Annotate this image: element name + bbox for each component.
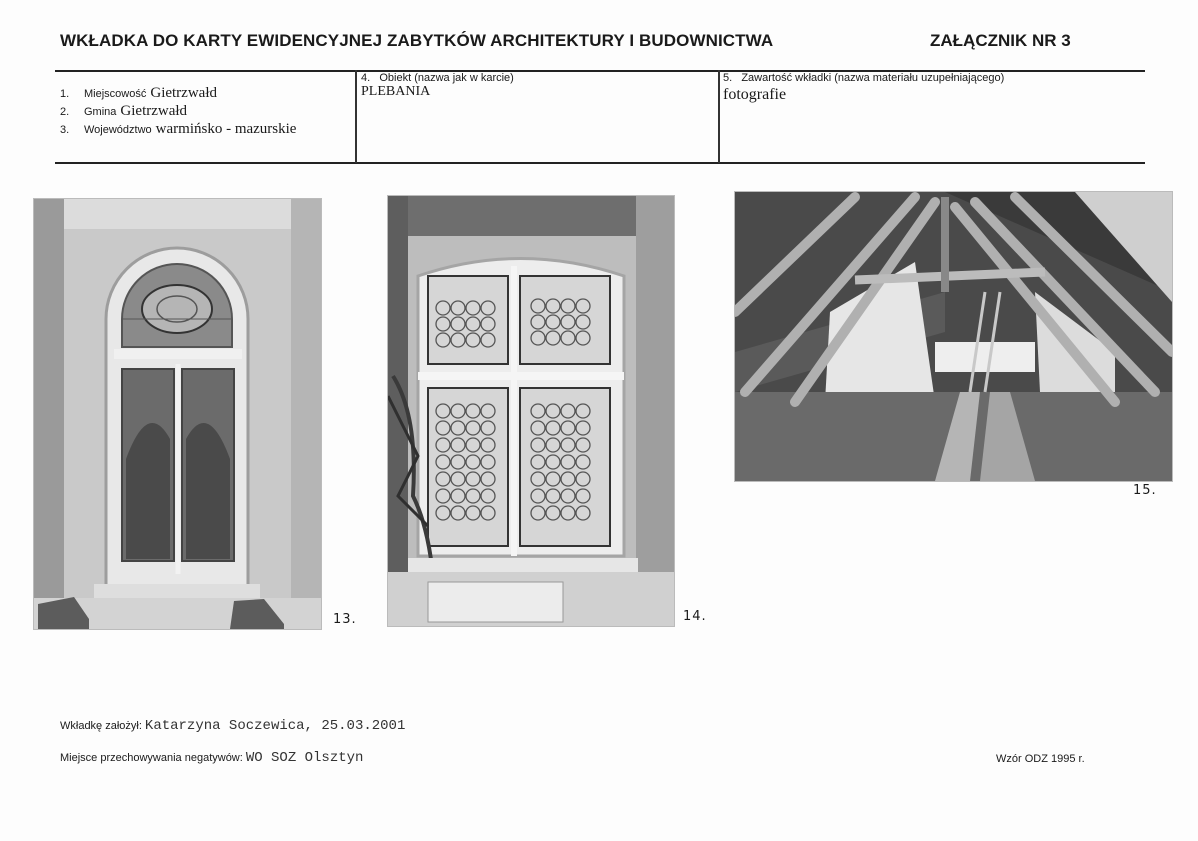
negatives-storage-value: WO SOZ Olsztyn [245,750,364,766]
photo-14-caption: 14. [683,609,707,624]
field-voivodeship-number: 3. [60,124,70,136]
field-object-label: 4. Obiekt (nazwa jak w karcie) [361,72,514,84]
field-object-value: PLEBANIA [361,84,431,99]
field-commune-value: Gietrzwałd [120,103,188,119]
photo-leaded-window [387,195,675,627]
field-voivodeship-label: Województwo [84,124,152,136]
field-locality-number: 1. [60,88,70,100]
created-by-label: Wkładkę założył: [60,720,142,732]
negatives-storage [60,750,363,766]
photo-attic-truss [734,191,1173,482]
form-divider-1 [355,70,357,163]
leaded-window-image [388,196,674,626]
form-divider-2 [718,70,720,163]
field-voivodeship [60,121,296,138]
field-locality-label: Miejscowość [84,88,147,100]
field-content-label: 5. Zawartość wkładki (nazwa materiału uzupełniającego) [723,72,1005,84]
field-commune [60,103,187,120]
annex-number: ZAŁĄCZNIK NR 3 [930,31,1071,50]
photo-15-caption: 15. [1133,483,1157,498]
created-by-value: Katarzyna Soczewica, 25.03.2001 [144,718,406,734]
arched-window-image [34,199,321,629]
document-title: WKŁADKA DO KARTY EWIDENCYJNEJ ZABYTKÓW ARCHITEKTURY I BUDOWNICTWA [60,31,774,50]
negatives-storage-label: Miejsce przechowywania negatywów: [60,752,243,764]
photo-arched-window [33,198,322,630]
attic-truss-image [735,192,1172,481]
photo-13-caption: 13. [333,612,357,627]
field-commune-number: 2. [60,106,70,118]
field-locality-value: Gietrzwałd [150,85,217,101]
template-version: Wzór ODZ 1995 r. [996,753,1085,765]
created-by [60,718,405,734]
form-bottom-rule [55,162,1145,164]
field-voivodeship-value: warmińsko - mazurskie [155,121,297,137]
field-commune-label: Gmina [84,106,117,118]
field-content-value: fotografie [723,86,787,103]
field-locality [60,85,217,102]
